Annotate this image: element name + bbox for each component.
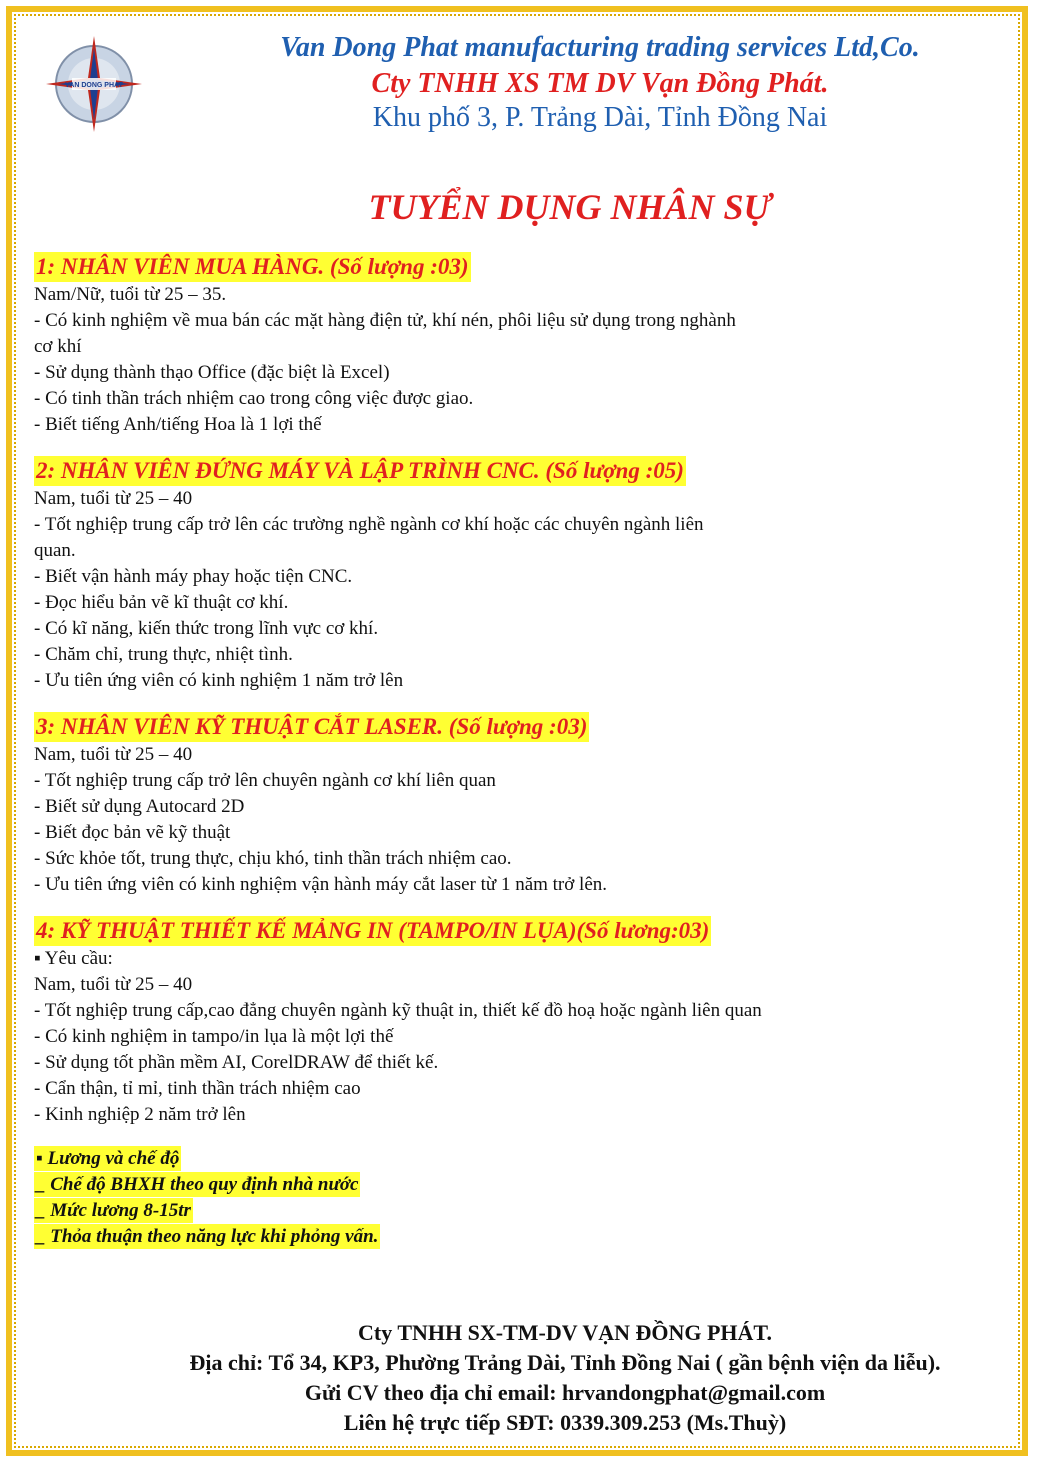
requirement-line: - Có kĩ năng, kiến thức trong lĩnh vực cơ khí. [34, 618, 379, 639]
requirement-line: - Tốt nghiệp trung cấp trở lên chuyên ngành cơ khí liên quan [34, 770, 496, 791]
job-title: 3: NHÂN VIÊN KỸ THUẬT CẮT LASER. (Số lượng :03) [34, 712, 589, 742]
benefit-item: _ Mức lương 8-15tr [36, 1200, 191, 1221]
requirement-line: - Có kinh nghiệm in tampo/in lụa là một lợi thế [34, 1026, 394, 1047]
requirement-line: - Sử dụng thành thạo Office (đặc biệt là Excel) [34, 362, 390, 383]
requirement-line: Nam, tuổi từ 25 – 40 [34, 744, 193, 765]
job-title: 4: KỸ THUẬT THIẾT KẾ MẢNG IN (TAMPO/IN LỤA)(Số lương:03) [34, 916, 711, 946]
requirement-line: - Biết tiếng Anh/tiếng Hoa là 1 lợi thế [34, 414, 322, 435]
requirement-line: - Biết sử dụng Autocard 2D [34, 796, 245, 817]
footer-phone: Liên hệ trực tiếp SĐT: 0339.309.253 (Ms.Thuỳ) [343, 1410, 787, 1435]
company-name-vietnamese: Cty TNHH XS TM DV Vạn Đồng Phát. [371, 68, 829, 99]
contact-footer [0, 1318, 1040, 1438]
requirement-line: - Tốt nghiệp trung cấp,cao đẳng chuyên ngành kỹ thuật in, thiết kế đồ hoạ hoặc ngành liên quan [34, 1000, 762, 1021]
footer-address: Địa chỉ: Tổ 34, KP3, Phường Trảng Dài, Tỉnh Đồng Nai ( gần bệnh viện da liễu). [189, 1350, 941, 1375]
requirement-line: - Đọc hiểu bản vẽ kĩ thuật cơ khí. [34, 592, 289, 613]
requirement-line: - Kinh nghiệp 2 năm trở lên [34, 1104, 246, 1125]
requirement-line: - Sức khỏe tốt, trung thực, chịu khó, tinh thần trách nhiệm cao. [34, 848, 512, 869]
footer-email: Gửi CV theo địa chỉ email: hrvandongphat@gmail.com [304, 1380, 826, 1405]
benefit-heading: ▪ Lương và chế độ [36, 1148, 180, 1169]
requirement-line: - Sử dụng tốt phần mềm AI, CorelDRAW để thiết kế. [34, 1052, 439, 1073]
requirement-line: Nam/Nữ, tuổi từ 25 – 35. [34, 284, 227, 305]
job-title: 1: NHÂN VIÊN MUA HÀNG. (Số lượng :03) [34, 252, 471, 282]
requirement-line: Nam, tuổi từ 25 – 40 [34, 488, 193, 509]
job-section [34, 252, 1004, 438]
company-address: Khu phố 3, P. Trảng Dài, Tỉnh Đồng Nai [372, 102, 828, 133]
requirement-line: cơ khí [34, 336, 82, 357]
company-name-english: Van Dong Phat manufacturing trading services Ltd,Co. [280, 32, 920, 63]
requirement-line: ▪ Yêu cầu: [34, 948, 113, 969]
benefits-section [34, 1146, 1004, 1250]
company-logo [44, 34, 144, 134]
requirement-line: Nam, tuổi từ 25 – 40 [34, 974, 193, 995]
requirement-line: - Tốt nghiệp trung cấp trở lên các trường nghề ngành cơ khí hoặc các chuyên ngành liên [34, 514, 704, 535]
requirement-line: - Biết đọc bản vẽ kỹ thuật [34, 822, 231, 843]
job-listings [34, 252, 1004, 1250]
requirement-line: - Ưu tiên ứng viên có kinh nghiệm 1 năm trở lên [34, 670, 404, 691]
job-section [34, 712, 1004, 898]
page-title: TUYỂN DỤNG NHÂN SỰ [368, 187, 772, 227]
requirement-line: - Ưu tiên ứng viên có kinh nghiệm vận hành máy cắt laser từ 1 năm trở lên. [34, 874, 608, 895]
requirement-line: quan. [34, 540, 76, 561]
requirement-line: - Chăm chỉ, trung thực, nhiệt tình. [34, 644, 293, 665]
requirement-line: - Cẩn thận, tỉ mỉ, tinh thần trách nhiệm cao [34, 1078, 361, 1099]
benefit-item: _ Thỏa thuận theo năng lực khi phỏng vấn. [36, 1226, 379, 1247]
job-section [34, 456, 1004, 694]
job-title: 2: NHÂN VIÊN ĐỨNG MÁY VÀ LẬP TRÌNH CNC. (Số lượng :05) [34, 456, 686, 486]
footer-company: Cty TNHH SX-TM-DV VẠN ĐỒNG PHÁT. [358, 1320, 772, 1345]
job-section [34, 916, 1004, 1128]
benefit-item: _ Chế độ BHXH theo quy định nhà nước [36, 1174, 359, 1195]
requirement-line: - Có kinh nghiệm về mua bán các mặt hàng điện tử, khí nén, phôi liệu sử dụng trong nghành [34, 310, 736, 331]
logo-text: VAN DONG PHAT [65, 82, 123, 89]
requirement-line: - Có tinh thần trách nhiệm cao trong công việc được giao. [34, 388, 474, 409]
requirement-line: - Biết vận hành máy phay hoặc tiện CNC. [34, 566, 353, 587]
